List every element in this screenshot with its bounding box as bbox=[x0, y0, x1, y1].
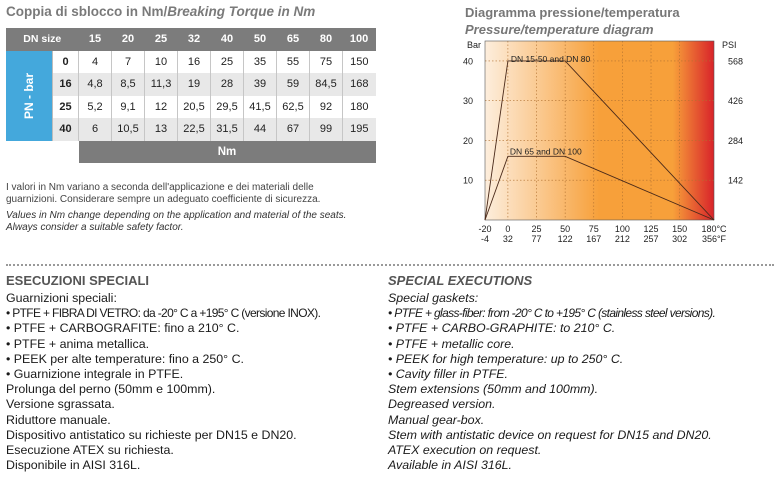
x-tick-label-f: 302 bbox=[672, 234, 688, 244]
table-cell: 35 bbox=[244, 51, 277, 74]
pn-bar-label: PN - bar bbox=[6, 51, 53, 141]
right-unit-label: PSI bbox=[722, 40, 737, 50]
list-item: Degreased version. bbox=[388, 397, 496, 412]
dn-header: 100 bbox=[343, 28, 376, 51]
list-item: Riduttore manuale. bbox=[6, 412, 111, 427]
curve-label: DN 15-50 and DN 80 bbox=[510, 53, 591, 64]
list-item: • PTFE + FIBRA DI VETRO: da -20° C a +195° C (versione INOX). bbox=[6, 306, 321, 321]
y2-tick-label: 142 bbox=[728, 175, 744, 186]
torque-note-it: I valori in Nm variano a seconda dell'applicazione e dei materiali delle guarnizioni. Considerare sempre un adeguato coefficiente di sicurezza. bbox=[6, 182, 321, 205]
pn-value: 25 bbox=[53, 96, 79, 119]
table-cell: 19 bbox=[178, 73, 211, 96]
list-item: Dispositivo antistatico su richieste per DN15 e DN20. bbox=[6, 427, 297, 442]
table-cell: 7 bbox=[112, 51, 145, 74]
special-title-it: ESECUZIONI SPECIALI bbox=[6, 273, 150, 288]
table-cell: 12 bbox=[145, 96, 178, 119]
table-cell: 39 bbox=[244, 73, 277, 96]
table-cell: 10,5 bbox=[112, 118, 145, 141]
torque-title-it: Coppia di sblocco in Nm/ bbox=[6, 4, 168, 19]
list-item: Versione sgrassata. bbox=[6, 397, 115, 412]
table-row bbox=[6, 96, 376, 119]
table-cell: 10 bbox=[145, 51, 178, 74]
x-tick-label-f: 356°F bbox=[701, 234, 727, 244]
list-item: • PEEK per alte temperature: fino a 250° C. bbox=[6, 351, 244, 366]
x-tick-label-c: 25 bbox=[531, 224, 542, 234]
list-item: Available in AISI 316L. bbox=[388, 458, 512, 473]
x-tick-label-c: 150 bbox=[672, 224, 688, 234]
dn-size-label: DN size bbox=[6, 28, 79, 51]
table-row bbox=[6, 51, 376, 74]
x-tick-label-c: 100 bbox=[614, 224, 630, 234]
list-item: Stem with antistatic device on request for DN15 and DN20. bbox=[388, 427, 712, 442]
table-cell: 25 bbox=[211, 51, 244, 74]
special-list-en bbox=[388, 291, 773, 473]
table-cell: 75 bbox=[310, 51, 343, 74]
y-tick-label: 30 bbox=[462, 96, 473, 107]
list-item: • PTFE + CARBOGRAFITE: fino a 210° C. bbox=[6, 321, 240, 336]
left-unit-label: Bar bbox=[466, 40, 481, 50]
list-item: Disponibile in AISI 316L. bbox=[6, 458, 141, 473]
table-cell: 8,5 bbox=[112, 73, 145, 96]
list-item: Esecuzione ATEX su richiesta. bbox=[6, 443, 174, 458]
torque-table bbox=[6, 28, 376, 163]
table-cell: 150 bbox=[343, 51, 376, 74]
table-cell: 67 bbox=[277, 118, 310, 141]
dn-header: 80 bbox=[310, 28, 343, 51]
y2-tick-label: 426 bbox=[728, 96, 744, 107]
torque-title bbox=[6, 4, 315, 19]
table-cell: 11,3 bbox=[145, 73, 178, 96]
dn-header: 20 bbox=[112, 28, 145, 51]
list-item: • PEEK for high temperature: up to 250° C. bbox=[388, 351, 624, 366]
dn-header: 40 bbox=[211, 28, 244, 51]
plot-area bbox=[485, 41, 714, 220]
table-cell: 4 bbox=[79, 51, 112, 74]
x-tick-label-c: 75 bbox=[588, 224, 599, 234]
section-divider bbox=[6, 264, 774, 266]
torque-note-en: Values in Nm change depending on the application and material of the seats. Always consider a suitable safety factor. bbox=[6, 210, 347, 233]
dn-header: 65 bbox=[277, 28, 310, 51]
table-cell: 31,5 bbox=[211, 118, 244, 141]
table-cell: 9,1 bbox=[112, 96, 145, 119]
list-item: Guarnizioni speciali: bbox=[6, 291, 117, 305]
list-item: ATEX execution on request. bbox=[388, 443, 542, 458]
table-cell: 180 bbox=[343, 96, 376, 119]
torque-header-row bbox=[6, 28, 376, 51]
table-cell: 20,5 bbox=[178, 96, 211, 119]
list-item: Special gaskets: bbox=[388, 291, 479, 305]
special-title-en: SPECIAL EXECUTIONS bbox=[388, 273, 533, 288]
pressure-temperature-chart bbox=[445, 36, 770, 248]
table-cell: 29,5 bbox=[211, 96, 244, 119]
table-cell: 168 bbox=[343, 73, 376, 96]
torque-title-en: Breaking Torque in Nm bbox=[167, 4, 316, 19]
table-cell: 28 bbox=[211, 73, 244, 96]
table-cell: 41,5 bbox=[244, 96, 277, 119]
table-cell: 6 bbox=[79, 118, 112, 141]
y2-tick-label: 568 bbox=[728, 56, 744, 67]
pn-value: 40 bbox=[53, 118, 79, 141]
x-tick-label-f: 122 bbox=[557, 234, 573, 244]
table-cell: 62,5 bbox=[277, 96, 310, 119]
y-tick-label: 20 bbox=[462, 135, 473, 146]
list-item: • Cavity filler in PTFE. bbox=[388, 367, 509, 382]
table-row bbox=[6, 73, 376, 96]
table-cell: 92 bbox=[310, 96, 343, 119]
table-cell: 5,2 bbox=[79, 96, 112, 119]
y2-tick-label: 284 bbox=[728, 135, 744, 146]
list-item: Stem extensions (50mm and 100mm). bbox=[388, 382, 599, 397]
x-tick-label-c: 0 bbox=[505, 224, 511, 234]
x-tick-label-c: 50 bbox=[560, 224, 571, 234]
list-item: Prolunga del perno (50mm e 100mm). bbox=[6, 382, 216, 397]
table-cell: 4,8 bbox=[79, 73, 112, 96]
dn-header: 50 bbox=[244, 28, 277, 51]
dn-header: 32 bbox=[178, 28, 211, 51]
list-item: • Guarnizione integrale in PTFE. bbox=[6, 367, 184, 382]
y-tick-label: 40 bbox=[462, 56, 473, 67]
table-row bbox=[6, 118, 376, 141]
x-tick-label-f: 77 bbox=[531, 234, 542, 244]
table-cell: 44 bbox=[244, 118, 277, 141]
list-item: • PTFE + metallic core. bbox=[388, 336, 515, 351]
pn-value: 0 bbox=[53, 51, 79, 74]
special-list-it bbox=[6, 291, 376, 473]
dn-header: 15 bbox=[79, 28, 112, 51]
x-tick-label-f: 167 bbox=[586, 234, 602, 244]
x-tick-label-f: 32 bbox=[502, 234, 513, 244]
table-cell: 84,5 bbox=[310, 73, 343, 96]
list-item: • PTFE + CARBO-GRAPHITE: to 210° C. bbox=[388, 321, 616, 336]
x-tick-label-c: 180°C bbox=[701, 224, 727, 234]
table-cell: 22,5 bbox=[178, 118, 211, 141]
dn-header: 25 bbox=[145, 28, 178, 51]
table-cell: 55 bbox=[277, 51, 310, 74]
unit-row bbox=[6, 141, 376, 164]
list-item: • PTFE + anima metallica. bbox=[6, 336, 150, 351]
table-cell: 13 bbox=[145, 118, 178, 141]
x-tick-label-c: 125 bbox=[643, 224, 659, 234]
y-tick-label: 10 bbox=[462, 175, 473, 186]
pn-value: 16 bbox=[53, 73, 79, 96]
table-cell: 195 bbox=[343, 118, 376, 141]
unit-label: Nm bbox=[79, 141, 376, 164]
list-item: Manual gear-box. bbox=[388, 412, 485, 427]
list-item: • PTFE + glass-fiber: from -20° C to +195° C (stainless steel versions). bbox=[388, 306, 716, 321]
table-cell: 16 bbox=[178, 51, 211, 74]
diagram-subtitle: Pressure/temperature diagram bbox=[465, 22, 654, 37]
x-tick-label-f: 212 bbox=[614, 234, 630, 244]
table-cell: 99 bbox=[310, 118, 343, 141]
curve-label: DN 65 and DN 100 bbox=[509, 146, 582, 157]
x-tick-label-c: -20 bbox=[478, 224, 492, 234]
diagram-title: Diagramma pressione/temperatura bbox=[465, 5, 680, 20]
table-cell: 59 bbox=[277, 73, 310, 96]
x-tick-label-f: -4 bbox=[480, 234, 490, 244]
x-tick-label-f: 257 bbox=[643, 234, 659, 244]
